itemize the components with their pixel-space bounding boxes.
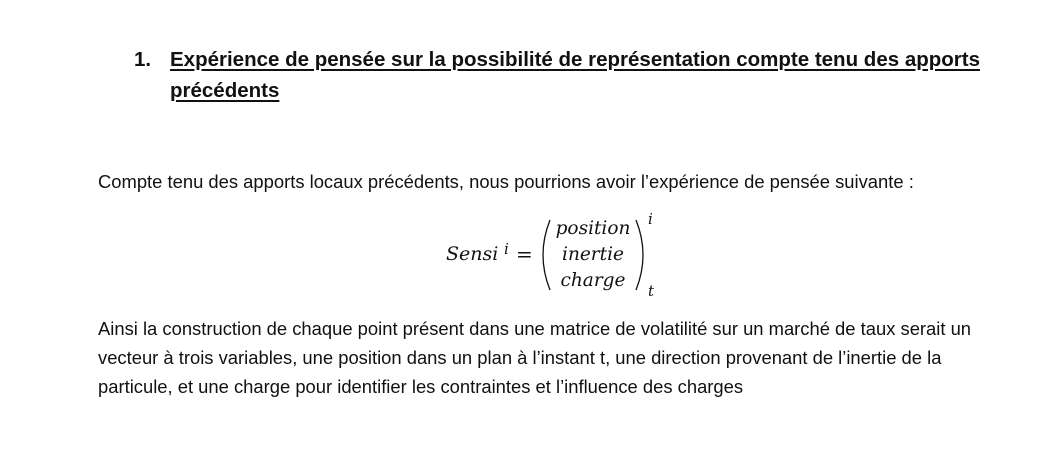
heading-number: 1.	[134, 48, 152, 71]
body-paragraph: Ainsi la construction de chaque point présent dans une matrice de volatilité sur un marché de taux serait un vecteur à trois variables, une position dans un plan à l’instant t, une direction provenant de l’inertie de la particule, et une charge pour identifier les contraintes et l’influence des charges	[98, 318, 972, 397]
vector-entry-position: position	[555, 218, 631, 239]
vector-entry-inertie: inertie	[562, 244, 624, 265]
vector-entry-charge: charge	[560, 270, 626, 291]
formula-equals: =	[516, 242, 533, 266]
formula-lhs-superscript: i	[504, 240, 509, 258]
vector-subscript: t	[648, 282, 655, 300]
heading-title: Expérience de pensée sur la possibilité de représentation compte tenu des apports précédents	[170, 48, 980, 102]
intro-paragraph: Compte tenu des apports locaux précédents, nous pourrions avoir l’expérience de pensée suivante :	[98, 171, 914, 192]
sensi-formula	[440, 210, 680, 300]
formula-vector	[550, 216, 636, 294]
vector-superscript: i	[648, 210, 653, 228]
formula-lhs: Sensi	[446, 243, 499, 265]
